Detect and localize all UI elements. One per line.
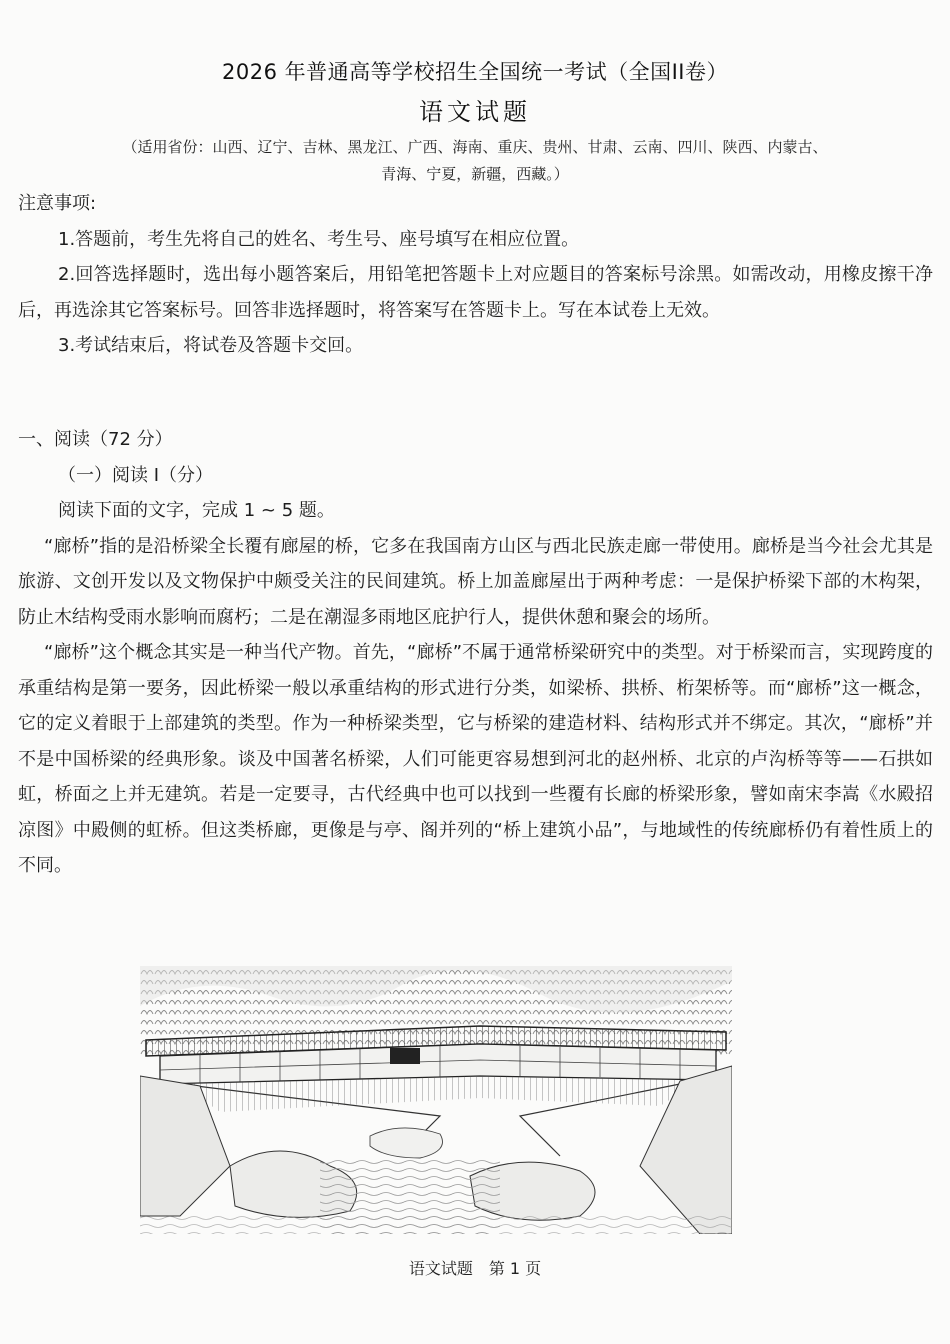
note-item-2: 2.回答选择题时，选出每小题答案后，用铅笔把答题卡上对应题目的答案标号涂黑。如需改动，用橡皮擦干净后，再选涂其它答案标号。回答非选择题时，将答案写在答题卡上。写在本试卷上无效。 [18, 264, 933, 321]
page-footer: 语文试题 第 1 页 [408, 1259, 542, 1278]
passage-paragraph-1: “廊桥”指的是沿桥梁全长覆有廊屋的桥，它多在我国南方山区与西北民族走廊一带使用。廊桥是当今社会尤其是旅游、文创开发以及文物保护中颇受关注的民间建筑。桥上加盖廊屋出于两种考虑：一是保护桥梁下部的木构架，防止木结构受雨水影响而腐朽；二是在潮湿多雨地区庇护行人，提供休憩和聚会的场所。 [18, 535, 933, 628]
reading-section [18, 422, 933, 884]
note-item-3: 3.考试结束后，将试卷及答题卡交回。 [58, 335, 364, 356]
notes-section [18, 186, 933, 364]
section-subheading: （一）阅读 I（分） [58, 464, 214, 486]
applicable-provinces [20, 134, 930, 188]
notes-heading: 注意事项: [18, 193, 97, 214]
passage-paragraph-2: “廊桥”这个概念其实是一种当代产物。首先，“廊桥”不属于通常桥梁研究中的类型。对于桥梁而言，实现跨度的承重结构是第一要务，因此桥梁一般以承重结构的形式进行分类，如梁桥、拱桥、桁架桥等。而“廊桥”这一概念，它的定义着眼于上部建筑的类型。作为一种桥梁类型，它与桥梁的建造材料、结构形式并不绑定。其次，“廊桥”并不是中国桥梁的经典形象。谈及中国著名桥梁，人们可能更容易想到河北的赵州桥、北京的卢沟桥等等——石拱如虹，桥面之上并无建筑。若是一定要寻，古代经典中也可以找到一些覆有长廊的桥梁形象，譬如南宋李嵩《水殿招凉图》中殿侧的虹桥。但这类桥廊，更像是与亭、阁并列的“桥上建筑小品”，与地域性的传统廊桥仍有着性质上的不同。 [18, 642, 933, 876]
exam-subtitle: 语文试题 [419, 98, 531, 126]
reading-instruction: 阅读下面的文字，完成 1 ~ 5 题。 [58, 500, 335, 521]
covered-bridge-illustration [140, 966, 732, 1234]
exam-title: 2026 年普通高等学校招生全国统一考试（全国II卷） [221, 60, 728, 84]
note-item-1: 1.答题前，考生先将自己的姓名、考生号、座号填写在相应位置。 [58, 228, 580, 250]
provinces-line-1: （适用省份：山西、辽宁、吉林、黑龙江、广西、海南、重庆、贵州、甘肃、云南、四川、陕西、内蒙古、 [122, 138, 828, 156]
section-heading: 一、阅读（72 分） [18, 429, 173, 450]
provinces-line-2: 青海、宁夏，新疆，西藏。） [381, 165, 569, 183]
